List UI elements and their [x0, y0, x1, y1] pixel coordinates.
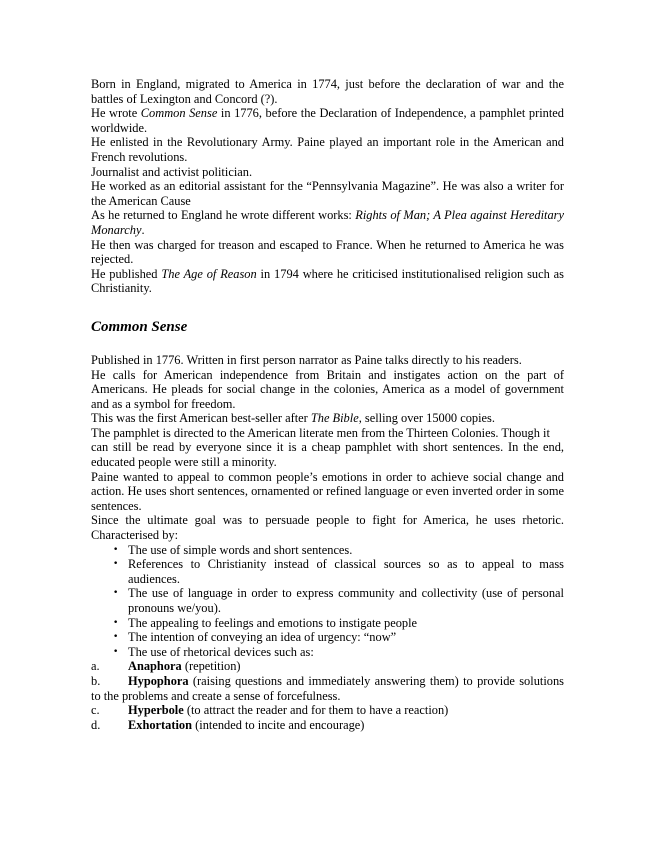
list-item: • References to Christianity instead of classical sources so as to appeal to mass audiences.: [91, 557, 564, 586]
text-run: .: [141, 222, 145, 237]
italic-title: The Age of Reason: [161, 266, 257, 281]
device-term: Hypophora: [128, 673, 189, 688]
bio-paragraph-3: He enlisted in the Revolutionary Army. Paine played an important role in the American and French revolutions.: [91, 135, 564, 164]
bio-paragraph-4: Journalist and activist politician.: [91, 164, 253, 179]
device-letter: c.: [91, 703, 100, 718]
device-letter: d.: [91, 717, 101, 732]
list-item: • The intention of conveying an idea of urgency: “now”: [91, 630, 564, 645]
bio-paragraph-2: [91, 106, 564, 135]
section-paragraph-4b: can still be read by everyone since it is a cheap pamphlet with short sentences. In the end, educated people were still a minority.: [91, 440, 564, 470]
device-term: Anaphora: [128, 659, 182, 674]
section-paragraph-6: Since the ultimate goal was to persuade people to fight for America, he uses rhetoric. Characterised by:: [91, 513, 564, 543]
section-heading: Common Sense: [91, 318, 188, 335]
device-letter: b.: [91, 673, 101, 688]
device-letter: a.: [91, 659, 100, 674]
text-run: As he returned to England he wrote different works:: [91, 208, 356, 223]
text-run: He wrote: [91, 106, 141, 121]
text-run: in 1776, before the Declaration of Independence, a pamphlet printed worldwide.: [91, 106, 564, 135]
device-description: (intended to incite and encourage): [192, 717, 365, 732]
bio-paragraph-7: He then was charged for treason and escaped to France. When he returned to America he was rejected.: [91, 237, 564, 267]
bio-paragraph-8: [91, 267, 564, 296]
device-term: Exhortation: [128, 717, 193, 732]
device-term: Hyperbole: [128, 703, 184, 718]
section-paragraph-5: Paine wanted to appeal to common people’s emotions in order to achieve social change and action. He uses short sentences, ornamented or refined language or even inverted order in some sentences.: [91, 469, 564, 513]
section-paragraph-3: [91, 411, 564, 426]
list-item: • The use of language in order to express community and collectivity (use of personal pronouns we/you).: [91, 586, 564, 615]
device-item: [91, 718, 564, 733]
device-description: (repetition): [181, 659, 241, 674]
section-paragraph-2: He calls for American independence from Britain and instigates action on the part of Americans. He pleads for social change in the colonies, America as a model of government and as a symbol for freedom.: [91, 367, 564, 411]
device-description: (raising questions and immediately answering them) to provide solutions to the problems and create a sense of forcefulness.: [91, 673, 564, 703]
text-run: , selling over 15000 copies.: [358, 411, 495, 426]
text-run: in 1794 where he criticised institutionalised religion such as Christianity.: [91, 266, 564, 296]
text-run: This was the first American best-seller after: [91, 411, 311, 426]
device-description: (to attract the reader and for them to have a reaction): [183, 703, 449, 718]
list-item: • The use of simple words and short sentences.: [91, 543, 564, 558]
bio-paragraph-6: [91, 208, 564, 237]
text-run: He published: [91, 266, 162, 281]
italic-title: The Bible: [310, 411, 359, 426]
bio-paragraph-1: Born in England, migrated to America in 1774, just before the declaration of war and the battles of Lexington and Concord (?).: [91, 77, 564, 106]
list-item: • The appealing to feelings and emotions to instigate people: [91, 616, 564, 631]
section-paragraph-4a: The pamphlet is directed to the American literate men from the Thirteen Colonies. Though it: [91, 425, 550, 440]
bio-paragraph-5: He worked as an editorial assistant for the “Pennsylvania Magazine”. He was also a writer for the American Cause: [91, 179, 564, 208]
rhetoric-features-list: [91, 543, 564, 660]
italic-title: Common Sense: [140, 106, 218, 121]
device-item: [91, 659, 564, 674]
italic-title: Rights of Man; A Plea against Hereditary Monarchy: [91, 208, 564, 237]
list-item: • The use of rhetorical devices such as:: [91, 645, 564, 660]
rhetorical-devices-list: [91, 659, 564, 732]
document-page: [91, 77, 564, 732]
section-paragraph-1: Published in 1776. Written in first person narrator as Paine talks directly to his readers.: [91, 352, 522, 367]
device-item: [91, 703, 564, 718]
device-item: [91, 674, 564, 703]
